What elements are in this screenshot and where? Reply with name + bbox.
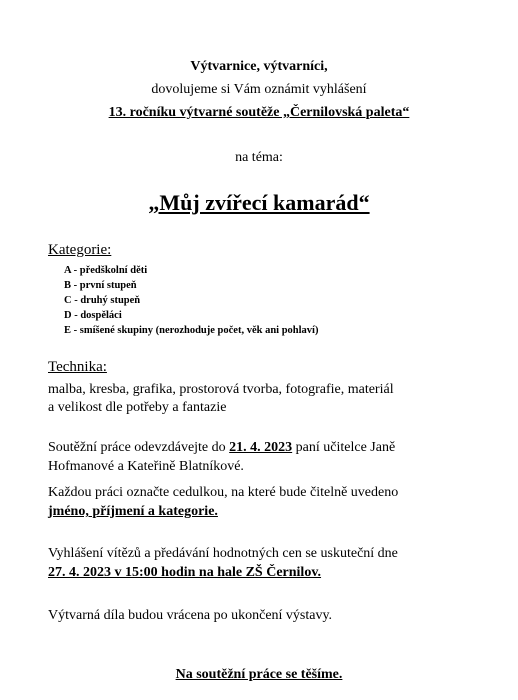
ceremony-text: Vyhlášení vítězů a předávání hodnotných cen se uskuteční dne <box>48 546 398 561</box>
category-item-b: B - první stupeň <box>64 280 137 291</box>
category-item-d: D - dospěláci <box>64 310 122 321</box>
technique-text-line2: a velikost dle potřeby a fantazie <box>48 400 227 415</box>
return-note: Výtvarná díla budou vrácena po ukončení výstavy. <box>48 608 333 623</box>
categories-heading: Kategorie: <box>48 242 112 258</box>
submission-text-start: Soutěžní práce odevzdávejte do <box>48 440 230 455</box>
label-requirements: jméno, příjmení a kategorie. <box>48 504 218 519</box>
greeting: Výtvarnice, výtvarníci, <box>190 59 328 74</box>
ceremony-date: 27. 4. 2023 v 15:00 hodin na hale ZŠ Černilov. <box>48 565 322 580</box>
theme-intro: na téma: <box>235 150 283 165</box>
technique-heading: Technika: <box>48 359 107 375</box>
technique-text-line1: malba, kresba, grafika, prostorová tvorba, fotografie, materiál <box>48 382 394 397</box>
category-item-c: C - druhý stupeň <box>64 295 141 306</box>
theme-title: „Můj zvířecí kamarád“ <box>148 190 370 215</box>
submission-line1 <box>48 440 395 456</box>
label-instruction: Každou práci označte cedulkou, na které bude čitelně uvedeno <box>48 485 399 500</box>
category-item-e: E - smíšené skupiny (nerozhoduje počet, věk ani pohlaví) <box>64 325 319 336</box>
deadline-date: 21. 4. 2023 <box>229 440 293 455</box>
category-item-a: A - předškolní děti <box>64 265 148 276</box>
announcement-text: dovolujeme si Vám oznámit vyhlášení <box>151 82 367 97</box>
closing-line: Na soutěžní práce se těšíme. <box>175 667 343 682</box>
submission-line2: Hofmanové a Kateřině Blatníkové. <box>48 459 244 474</box>
competition-title: 13. ročníku výtvarné soutěže „Černilovská paleta“ <box>108 105 410 120</box>
submission-text-end: paní učitelce Janě <box>292 440 396 455</box>
